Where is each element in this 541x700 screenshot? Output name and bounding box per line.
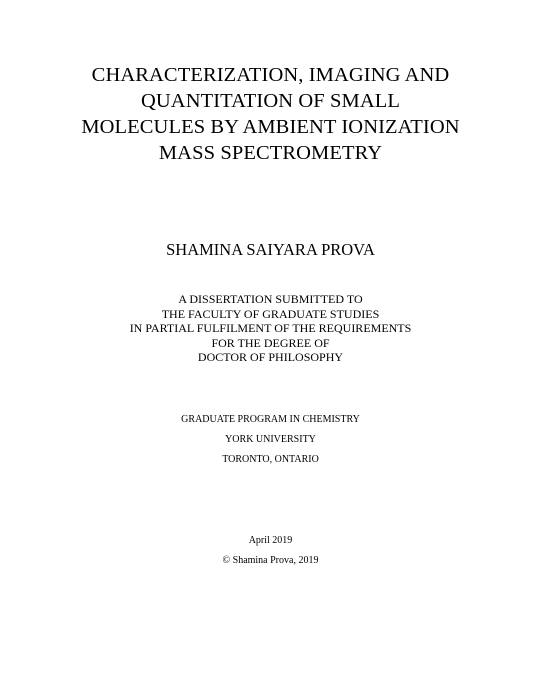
- program-line: GRADUATE PROGRAM IN CHEMISTRY: [181, 414, 360, 425]
- program-line: TORONTO, ONTARIO: [222, 454, 319, 465]
- title-line: QUANTITATION OF SMALL: [141, 90, 400, 112]
- author-name: [0, 240, 541, 260]
- statement-line: A DISSERTATION SUBMITTED TO: [178, 292, 363, 306]
- statement-line: THE FACULTY OF GRADUATE STUDIES: [161, 306, 380, 321]
- statement-line: FOR THE DEGREE OF: [211, 335, 330, 350]
- author-line: SHAMINA SAIYARA PROVA: [166, 240, 375, 259]
- submission-date: April 2019: [248, 535, 293, 546]
- title-line: CHARACTERIZATION, IMAGING AND: [91, 64, 450, 86]
- title-line: MASS SPECTROMETRY: [158, 142, 383, 164]
- statement-line: DOCTOR OF PHILOSOPHY: [197, 350, 344, 364]
- dissertation-title: [0, 62, 541, 166]
- title-line: MOLECULES BY AMBIENT IONIZATION: [81, 116, 460, 138]
- copyright-notice: © Shamina Prova, 2019: [222, 555, 319, 566]
- program-line: YORK UNIVERSITY: [225, 434, 316, 445]
- submission-statement: [0, 292, 541, 365]
- date-copyright: [0, 531, 541, 571]
- statement-line: IN PARTIAL FULFILMENT OF THE REQUIREMENTS: [129, 321, 412, 335]
- program-info: [0, 410, 541, 470]
